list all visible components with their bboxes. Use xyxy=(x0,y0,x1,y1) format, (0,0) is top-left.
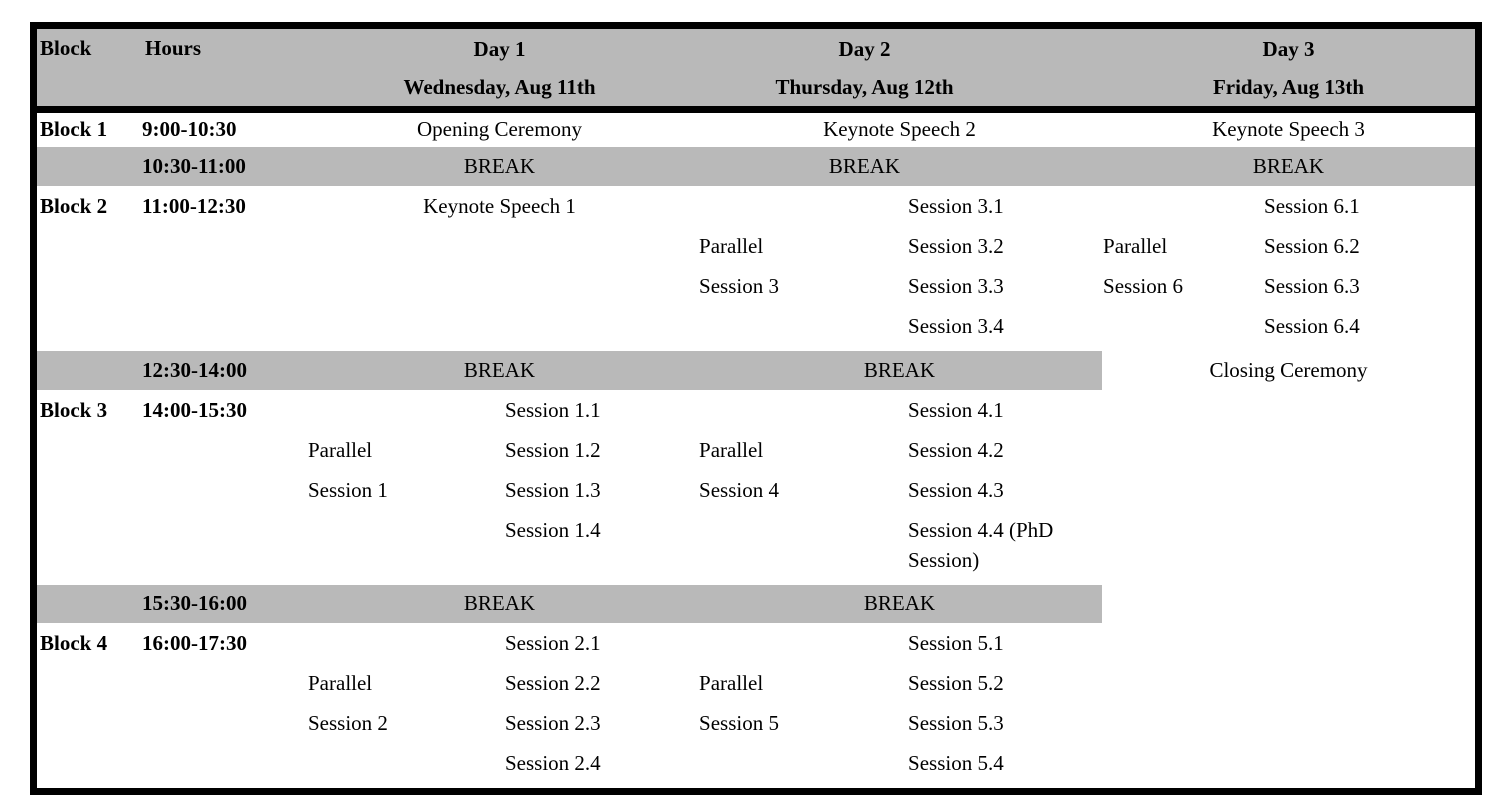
session-item: Session 5.3 xyxy=(908,710,1004,735)
session-item: Session 1.4 xyxy=(505,517,601,542)
break2-day2: BREAK xyxy=(697,351,1102,390)
break1-day3: BREAK xyxy=(1102,147,1475,186)
block3-day3-empty-cell xyxy=(1102,390,1475,585)
session-item: Session 2.2 xyxy=(505,670,601,695)
break2-hours: 12:30-14:00 xyxy=(142,351,302,390)
block3-day1-sessions xyxy=(447,390,697,585)
break3-hours: 15:30-16:00 xyxy=(142,585,302,623)
day2-date: Thursday, Aug 12th xyxy=(775,75,954,99)
block2-day1-event: Keynote Speech 1 xyxy=(423,193,576,218)
schedule-table xyxy=(37,29,1475,788)
session-item: Session 6.1 xyxy=(1264,193,1360,218)
session-item: Session 5.1 xyxy=(908,630,1004,655)
parallel-label-line: Parallel xyxy=(308,437,373,462)
row-break2 xyxy=(37,351,1475,390)
parallel-label-line: Parallel xyxy=(1103,233,1168,258)
break3-day2: BREAK xyxy=(697,585,1102,623)
session-item: Session 3.4 xyxy=(908,313,1004,338)
day3-date: Friday, Aug 13th xyxy=(1212,75,1365,99)
day1-date: Wednesday, Aug 11th xyxy=(403,75,596,99)
block2-label: Block 2 xyxy=(40,193,108,218)
block1-hours: 9:00-10:30 xyxy=(142,117,237,142)
row-block2 xyxy=(37,186,1475,351)
session-item: Session 1.2 xyxy=(505,437,601,462)
session-item: Session 3.1 xyxy=(908,193,1004,218)
header-day3 xyxy=(1102,29,1475,110)
day3-title: Day 3 xyxy=(1262,37,1315,61)
parallel-label-line: Session 3 xyxy=(699,273,779,298)
header-day2 xyxy=(697,29,1102,110)
row-break3 xyxy=(37,585,1475,623)
block4-day1-parallel-label xyxy=(302,623,447,788)
parallel-label-line: Session 1 xyxy=(308,477,388,502)
block1-day1-event: Opening Ceremony xyxy=(416,117,583,142)
block4-day2-parallel-label xyxy=(697,623,832,788)
row-block3 xyxy=(37,390,1475,585)
day1-title: Day 1 xyxy=(473,37,526,61)
conference-schedule-table xyxy=(30,22,1482,795)
session-item: Session 3.3 xyxy=(908,273,1004,298)
break3-block-cell xyxy=(37,585,142,623)
session-item: Session 4.3 xyxy=(908,477,1004,502)
row-block1 xyxy=(37,110,1475,147)
parallel-label-line: Parallel xyxy=(699,233,764,258)
block1-label: Block 1 xyxy=(40,117,108,142)
break1-day2: BREAK xyxy=(697,147,1102,186)
block3-label: Block 3 xyxy=(40,397,108,422)
session-item: Session 4.4 (PhD Session) xyxy=(908,517,1054,572)
session-item: Session 5.4 xyxy=(908,750,1004,775)
header-block-label: Block xyxy=(37,29,142,110)
session-item: Session 1.1 xyxy=(505,397,601,422)
parallel-label-line: Parallel xyxy=(699,670,764,695)
session-item: Session 6.2 xyxy=(1264,233,1360,258)
session-item: Session 2.1 xyxy=(505,630,601,655)
parallel-label-line: Session 5 xyxy=(699,710,779,735)
session-item: Session 4.2 xyxy=(908,437,1004,462)
row-break1 xyxy=(37,147,1475,186)
block4-hours: 16:00-17:30 xyxy=(142,630,247,655)
block4-day1-sessions xyxy=(447,623,697,788)
session-item: Session 6.4 xyxy=(1264,313,1360,338)
parallel-label-line: Parallel xyxy=(699,437,764,462)
break1-block-cell xyxy=(37,147,142,186)
header-hours-label: Hours xyxy=(142,29,302,110)
session-item: Session 1.3 xyxy=(505,477,601,502)
block3-day2-parallel-label xyxy=(697,390,832,585)
break2-day3-closing-ceremony: Closing Ceremony xyxy=(1209,357,1368,382)
break2-day1: BREAK xyxy=(302,351,697,390)
block1-day2-event: Keynote Speech 2 xyxy=(823,117,976,142)
block2-day3-parallel-label xyxy=(1102,186,1242,351)
block3-hours: 14:00-15:30 xyxy=(142,397,247,422)
break1-day1: BREAK xyxy=(302,147,697,186)
block4-day2-sessions xyxy=(832,623,1102,788)
row-block4 xyxy=(37,623,1475,788)
session-item: Session 6.3 xyxy=(1264,273,1360,298)
block2-day2-sessions xyxy=(832,186,1102,351)
break1-hours: 10:30-11:00 xyxy=(142,147,302,186)
header-row xyxy=(37,29,1475,110)
break3-day3-empty-cell xyxy=(1102,585,1475,623)
session-item: Session 2.3 xyxy=(505,710,601,735)
session-item: Session 5.2 xyxy=(908,670,1004,695)
block3-day2-sessions xyxy=(832,390,1102,585)
session-item: Session 3.2 xyxy=(908,233,1004,258)
day2-title: Day 2 xyxy=(838,37,891,61)
break2-block-cell xyxy=(37,351,142,390)
break3-day1: BREAK xyxy=(302,585,697,623)
parallel-label-line: Parallel xyxy=(308,670,373,695)
parallel-label-line: Session 6 xyxy=(1103,273,1183,298)
block2-day3-sessions xyxy=(1242,186,1475,351)
block2-day2-parallel-label xyxy=(697,186,832,351)
block4-day3-empty-cell xyxy=(1102,623,1475,788)
block3-day1-parallel-label xyxy=(302,390,447,585)
session-item: Session 2.4 xyxy=(505,750,601,775)
block4-label: Block 4 xyxy=(40,630,108,655)
header-day1 xyxy=(302,29,697,110)
parallel-label-line: Session 4 xyxy=(699,477,779,502)
block1-day3-event: Keynote Speech 3 xyxy=(1212,117,1365,142)
block2-hours: 11:00-12:30 xyxy=(142,193,246,218)
parallel-label-line: Session 2 xyxy=(308,710,388,735)
session-item: Session 4.1 xyxy=(908,397,1004,422)
